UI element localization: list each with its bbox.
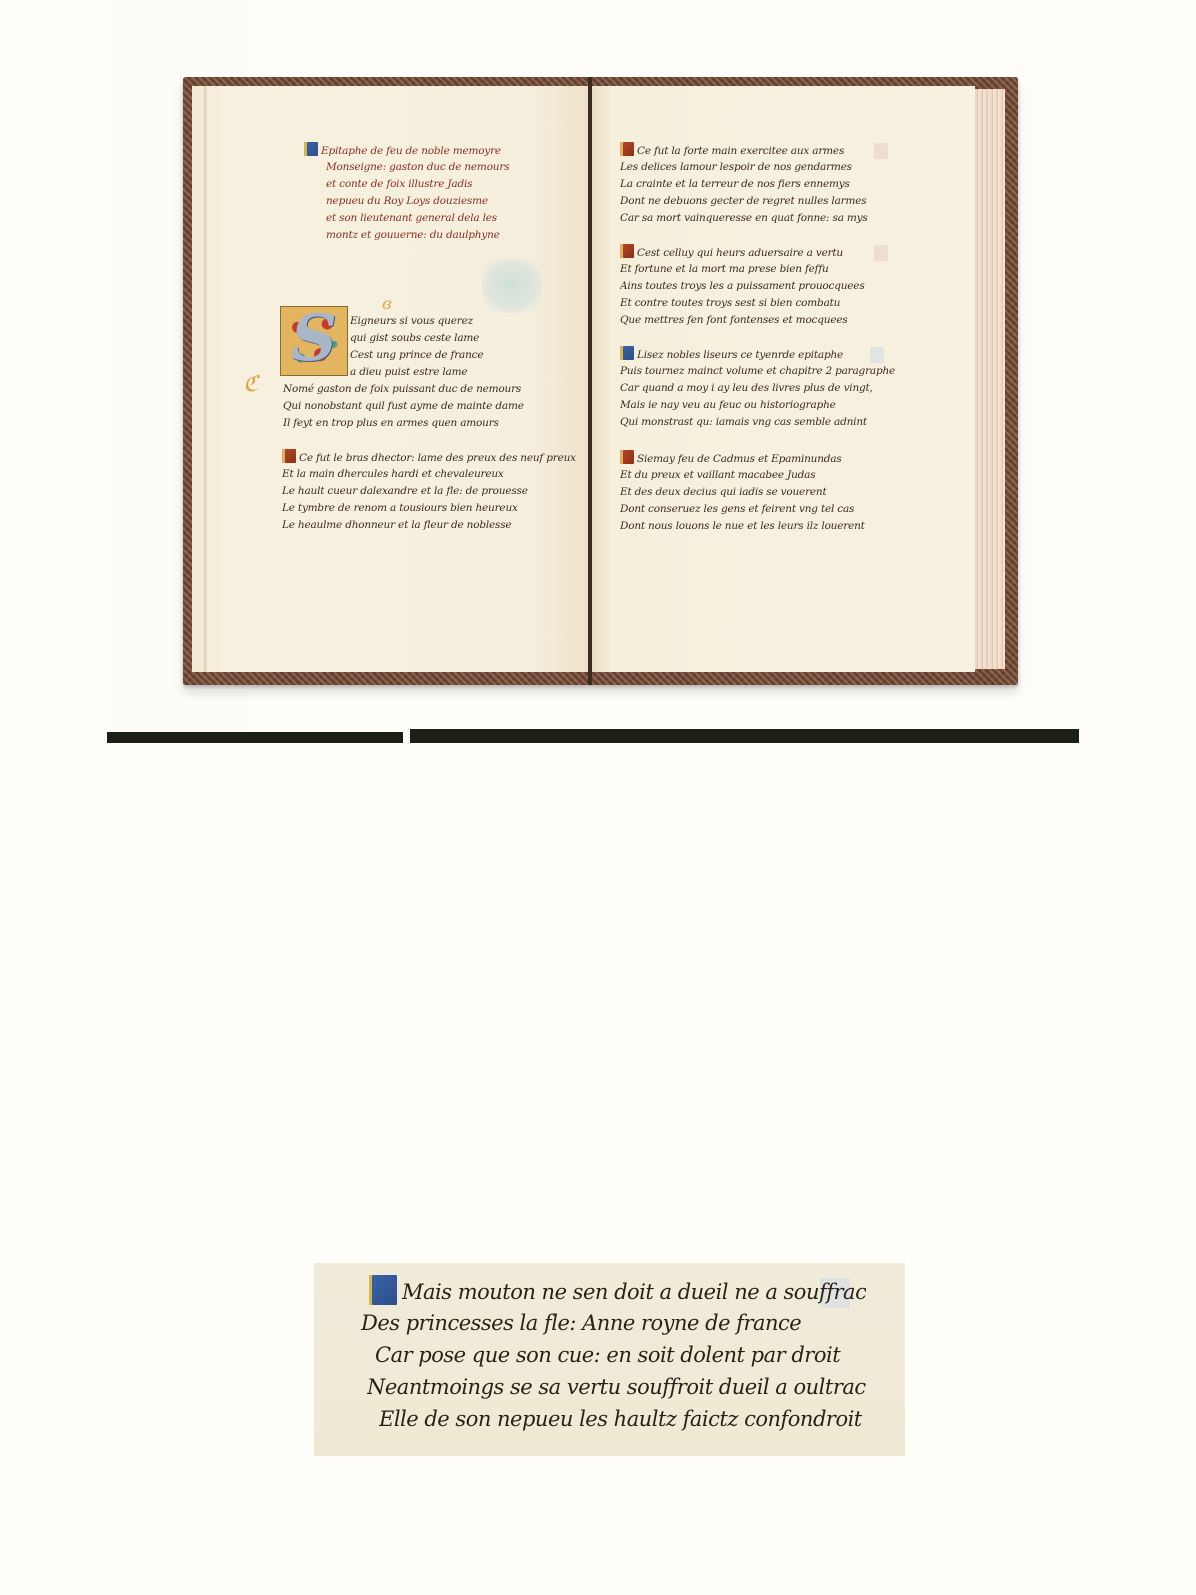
heading-line: et conte de foix illustre Jadis bbox=[326, 178, 473, 190]
verse-line: Puis tournez mainct volume et chapitre 2 paragraphe bbox=[620, 365, 896, 377]
verse-line: Des princesses la fle: Anne royne de france bbox=[361, 1311, 802, 1335]
detail-stanza bbox=[361, 1275, 867, 1435]
book-gutter bbox=[588, 77, 592, 685]
verse-line: qui gist soubs ceste lame bbox=[350, 332, 480, 344]
verse-line: Qui monstrast qu: iamais vng cas semble adnint bbox=[620, 416, 867, 428]
heading-line: Monseigne: gaston duc de nemours bbox=[326, 161, 510, 173]
verse-line: Elle de son nepueu les haultz faictz confondroit bbox=[379, 1407, 862, 1431]
heading-line: montz et gouuerne: du daulphyne bbox=[326, 229, 500, 241]
verse-line: Nomé gaston de foix puissant duc de nemours bbox=[283, 383, 522, 395]
manuscript-detail-crop bbox=[314, 1263, 905, 1456]
verse-line: Neantmoings se sa vertu souffroit dueil a oultrac bbox=[367, 1375, 866, 1399]
verse-line: Dont conseruez les gens et feirent vng tel cas bbox=[620, 503, 855, 515]
verse-line: Qui nonobstant quil fust ayme de mainte dame bbox=[283, 400, 524, 412]
verse-line: Et fortune et la mort ma prese bien feffu bbox=[620, 263, 829, 275]
heading-line: nepueu du Roy Loys douziesme bbox=[326, 195, 488, 207]
blue-initial-icon bbox=[369, 1275, 397, 1305]
verse-line: Et du preux et vaillant macabee Judas bbox=[620, 469, 816, 481]
verse-line: Le heaulme dhonneur et la fleur de noblesse bbox=[282, 519, 512, 531]
right-stanza-4 bbox=[620, 450, 865, 535]
blue-initial-icon bbox=[620, 346, 634, 360]
verse-line: Ce fut le bras dhector: lame des preux des neuf preux bbox=[299, 452, 576, 464]
red-initial-icon bbox=[620, 244, 634, 258]
verse-line: Mais ie nay veu au feuc ou historiographe bbox=[620, 399, 836, 411]
heading-line: Epitaphe de feu de noble memoyre bbox=[321, 145, 501, 157]
flourish-icon: ℭ bbox=[243, 372, 259, 397]
verse-line: Que mettres fen font fontenses et mocquees bbox=[620, 314, 848, 326]
illuminated-initial-s-icon: S bbox=[280, 306, 348, 376]
verse-line: Siemay feu de Cadmus et Epaminundas bbox=[637, 453, 842, 465]
verse-line: Car pose que son cue: en soit dolent par droit bbox=[375, 1343, 841, 1367]
verse-line: Cest ung prince de france bbox=[350, 349, 484, 361]
left-stanza-2 bbox=[282, 449, 576, 534]
right-stanza-1 bbox=[620, 142, 868, 227]
right-stanza-3 bbox=[620, 346, 895, 431]
blue-initial-icon bbox=[304, 142, 318, 156]
flourish-icon: ɞ bbox=[382, 294, 392, 313]
verse-line: Lisez nobles liseurs ce tyenrde epitaphe bbox=[637, 349, 844, 361]
show-through-mark bbox=[870, 347, 884, 363]
verse-line: Dont nous louons le nue et les leurs ilz louerent bbox=[620, 520, 865, 532]
verse-line: Les delices lamour lespoir de nos gendarmes bbox=[620, 161, 852, 173]
verse-line: Et des deux decius qui iadis se vouerent bbox=[620, 486, 827, 498]
verse-line: Car quand a moy i ay leu des livres plus de vingt, bbox=[620, 382, 873, 394]
page-edges bbox=[975, 89, 1005, 669]
show-through-mark bbox=[874, 143, 888, 159]
verse-line: Eigneurs si vous querez bbox=[350, 315, 473, 327]
red-initial-icon bbox=[620, 142, 634, 156]
verse-line: La crainte et la terreur de nos fiers ennemys bbox=[620, 178, 850, 190]
caption-bar-left bbox=[107, 732, 403, 743]
left-stanza-1 bbox=[350, 313, 483, 381]
verse-line: a dieu puist estre lame bbox=[350, 366, 468, 378]
epitaph-heading bbox=[304, 142, 509, 244]
heading-line: et son lieutenant general dela les bbox=[326, 212, 497, 224]
red-initial-icon bbox=[282, 449, 296, 463]
verse-line: Le tymbre de renom a tousiours bien heureux bbox=[282, 502, 518, 514]
verse-line: Et contre toutes troys sest si bien combatu bbox=[620, 297, 841, 309]
verse-line: Et la main dhercules hardi et chevaleureux bbox=[282, 468, 504, 480]
red-initial-icon bbox=[620, 450, 634, 464]
verse-line: Ains toutes troys les a puissament prouocquees bbox=[620, 280, 865, 292]
verse-line: Dont ne debuons gecter de regret nulles larmes bbox=[620, 195, 867, 207]
verse-line: Le hault cueur dalexandre et la fle: de prouesse bbox=[282, 485, 528, 497]
show-through-mark bbox=[874, 245, 888, 261]
caption-bar-right bbox=[410, 729, 1079, 743]
verse-line: Il feyt en trop plus en armes quen amours bbox=[283, 417, 499, 429]
show-through-initial bbox=[482, 258, 542, 313]
verse-line: Ce fut la forte main exercitee aux armes bbox=[637, 145, 845, 157]
verse-line: Car sa mort vainqueresse en quat fonne: sa mys bbox=[620, 212, 868, 224]
verse-line: Cest celluy qui heurs aduersaire a vertu bbox=[637, 247, 843, 259]
right-stanza-2 bbox=[620, 244, 865, 329]
verse-line: Mais mouton ne sen doit a dueil ne a souffrac bbox=[402, 1280, 867, 1304]
left-stanza-1-cont bbox=[283, 381, 524, 432]
